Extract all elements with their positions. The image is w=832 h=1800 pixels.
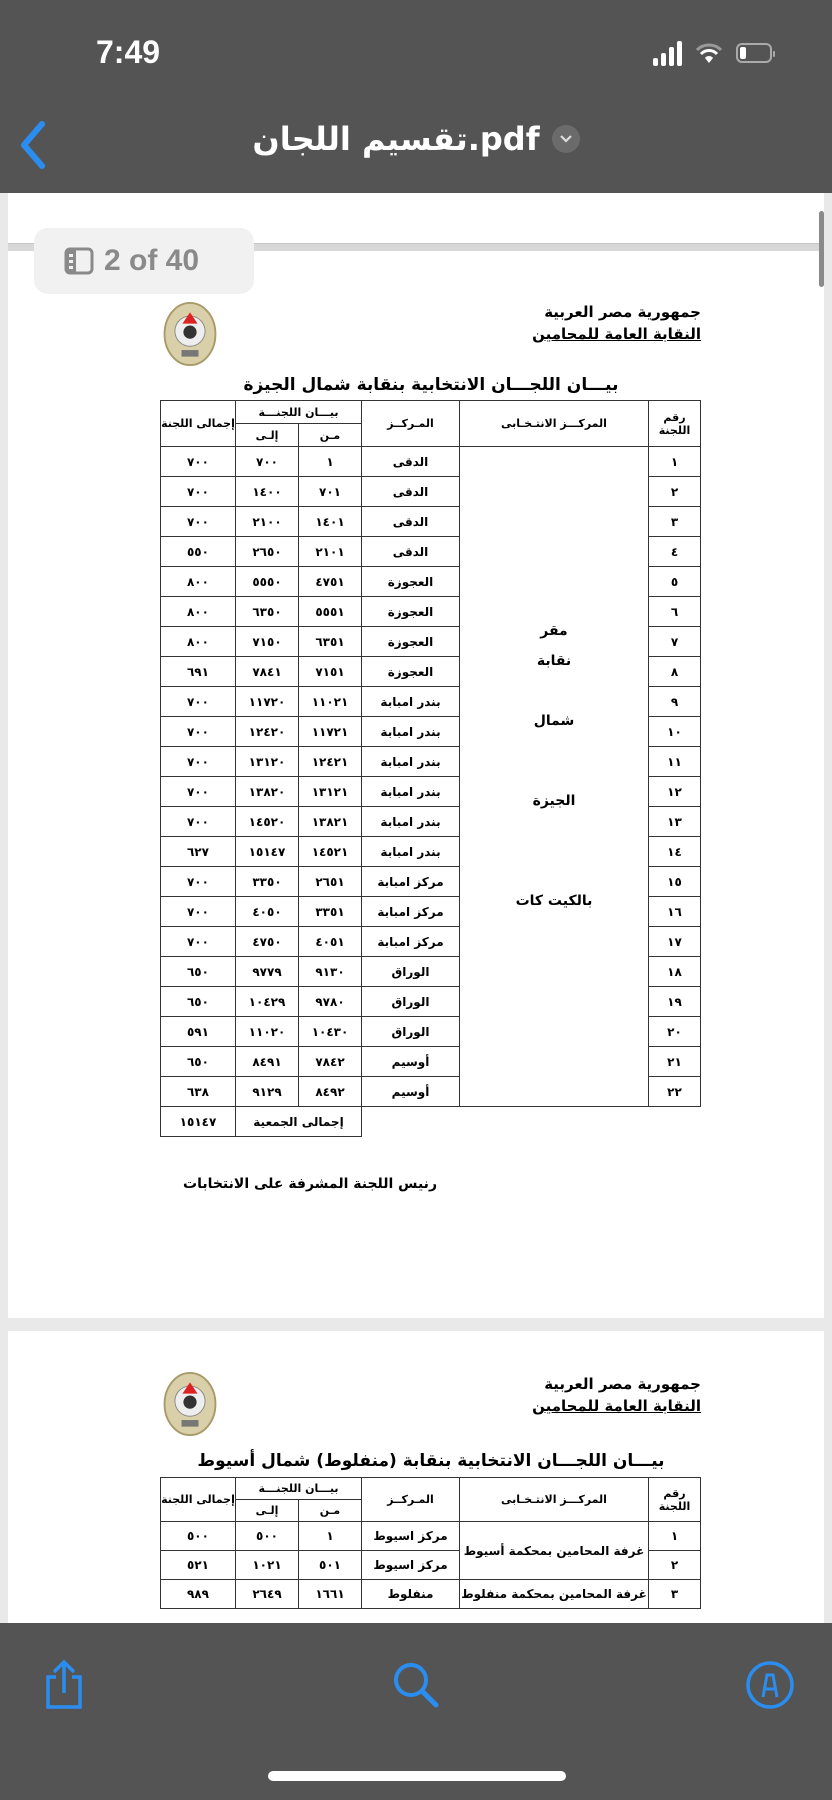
status-icons	[653, 40, 772, 66]
cell-total: ٧٠٠	[160, 477, 235, 507]
cell-to: ١٣١٢٠	[235, 747, 298, 777]
cell-markaz: بندر امبابة	[362, 837, 460, 867]
cell-to: ٧٠٠	[235, 447, 298, 477]
cell-total: ٧٠٠	[160, 807, 235, 837]
cell-from: ١٣١٢١	[299, 777, 362, 807]
cell-total: ٦٣٨	[160, 1077, 235, 1107]
pdf-page-1	[8, 193, 824, 1318]
cell-num: ١٠	[649, 717, 701, 747]
org-line-2: النقابة العامة للمحامين	[532, 325, 701, 343]
cell-to: ٨٤٩١	[235, 1047, 298, 1077]
cell-from: ٤٠٥١	[299, 927, 362, 957]
center-text: بالكيت كات	[515, 893, 593, 909]
cell-markaz: بندر امبابة	[362, 777, 460, 807]
cell-num: ١٣	[649, 807, 701, 837]
cell-to: ١٤٠٠	[235, 477, 298, 507]
cell-num: ٢	[649, 1551, 701, 1580]
cell-from: ١٤٠١	[299, 507, 362, 537]
cell-to: ١٢٤٢٠	[235, 717, 298, 747]
page1-title: بيـــان اللجـــان الانتخابية بنقابة شمال الجيزة	[243, 375, 619, 395]
table-row	[160, 1580, 700, 1609]
cell-total: ٧٠٠	[160, 447, 235, 477]
cell-markaz: بندر امبابة	[362, 747, 460, 777]
cell-markaz: الوراق	[362, 987, 460, 1017]
cell-center: غرفة المحامين بمحكمة منفلوط	[460, 1580, 649, 1609]
cell-total: ٧٠٠	[160, 687, 235, 717]
cell-from: ٧٨٤٢	[299, 1047, 362, 1077]
cell-num: ١٥	[649, 867, 701, 897]
cell-markaz: بندر امبابة	[362, 717, 460, 747]
center-text: الجيزة	[532, 793, 576, 809]
cell-total: ٧٠٠	[160, 777, 235, 807]
battery-icon	[736, 43, 772, 63]
cell-num: ١٤	[649, 837, 701, 867]
cell-from: ١	[299, 1522, 362, 1551]
cell-to: ١٥١٤٧	[235, 837, 298, 867]
cell-markaz: الوراق	[362, 957, 460, 987]
cell-to: ٩١٢٩	[235, 1077, 298, 1107]
cell-to: ٥٠٠	[235, 1522, 298, 1551]
cell-total: ٨٠٠	[160, 627, 235, 657]
header-to: إلـى	[235, 1500, 298, 1522]
document-title[interactable]: تقسيم اللجان.pdf	[252, 120, 540, 158]
chevron-down-icon[interactable]	[552, 125, 580, 153]
cell-total: ٥٩١	[160, 1017, 235, 1047]
cell-markaz: مركز امبابة	[362, 867, 460, 897]
search-icon[interactable]	[390, 1659, 442, 1711]
cell-markaz: الوراق	[362, 1017, 460, 1047]
cell-to: ٩٧٧٩	[235, 957, 298, 987]
grand-total-value: ١٥١٤٧	[160, 1107, 235, 1137]
cell-to: ٧٨٤١	[235, 657, 298, 687]
cell-from: ٧٠١	[299, 477, 362, 507]
cell-markaz: بندر امبابة	[362, 807, 460, 837]
cell-from: ١١٧٢١	[299, 717, 362, 747]
top-bar	[0, 0, 832, 193]
cell-total: ٦٥٠	[160, 957, 235, 987]
cell-from: ٣٣٥١	[299, 897, 362, 927]
cell-to: ١٠٤٢٩	[235, 987, 298, 1017]
cell-from: ٨٤٩٢	[299, 1077, 362, 1107]
cell-num: ٢١	[649, 1047, 701, 1077]
cell-to: ٣٣٥٠	[235, 867, 298, 897]
center-text: نقابة	[536, 653, 572, 669]
cell-from: ١٠٤٣٠	[299, 1017, 362, 1047]
bar-association-logo	[161, 301, 219, 367]
cell-total: ٥٠٠	[160, 1522, 235, 1551]
cell-num: ٣	[649, 507, 701, 537]
cell-num: ١	[649, 447, 701, 477]
cell-markaz: العجوزة	[362, 597, 460, 627]
cell-num: ٨	[649, 657, 701, 687]
cell-num: ٢٠	[649, 1017, 701, 1047]
cell-to: ١٤٥٢٠	[235, 807, 298, 837]
page-indicator[interactable]	[34, 228, 254, 294]
cell-num: ١٩	[649, 987, 701, 1017]
page-indicator-text: 2 of 40	[104, 244, 200, 277]
table-row	[160, 447, 700, 477]
cell-num: ١٦	[649, 897, 701, 927]
cell-num: ٢٢	[649, 1077, 701, 1107]
cell-total: ٦٥٠	[160, 1047, 235, 1077]
cell-from: ١٣٨٢١	[299, 807, 362, 837]
cell-total: ٨٠٠	[160, 567, 235, 597]
org-line-1: جمهورية مصر العربية	[544, 1375, 701, 1393]
cell-total: ٦٩١	[160, 657, 235, 687]
cell-total: ٨٠٠	[160, 597, 235, 627]
cell-to: ٢١٠٠	[235, 507, 298, 537]
cell-total: ٧٠٠	[160, 927, 235, 957]
grand-total-row	[160, 1107, 700, 1137]
header-center: المركـــز الانتـخـابى	[460, 401, 649, 447]
cell-to: ٦٣٥٠	[235, 597, 298, 627]
cell-total: ٧٠٠	[160, 507, 235, 537]
cell-to: ٢٦٥٠	[235, 537, 298, 567]
cell-total: ٧٠٠	[160, 867, 235, 897]
cell-markaz: أوسيم	[362, 1077, 460, 1107]
cell-from: ١	[299, 447, 362, 477]
cell-markaz: الدقى	[362, 537, 460, 567]
cell-to: ١١٠٢٠	[235, 1017, 298, 1047]
cell-total: ٧٠٠	[160, 747, 235, 777]
cell-num: ٩	[649, 687, 701, 717]
cellular-signal-icon	[653, 40, 682, 66]
page2-title: بيـــان اللجـــان الانتخابية بنقابة (منفلوط) شمال أسيوط	[197, 1451, 665, 1471]
signature-line: رنيس اللجنة المشرفة على الانتخابات	[183, 1176, 438, 1192]
cell-to: ٧١٥٠	[235, 627, 298, 657]
header-num: رقم اللجنة	[649, 1478, 701, 1522]
cell-to: ٢٦٤٩	[235, 1580, 298, 1609]
scrollbar[interactable]	[819, 211, 824, 287]
grand-total-label: إجمالى الجمعية	[235, 1107, 361, 1137]
cell-num: ١٧	[649, 927, 701, 957]
table-row	[160, 1522, 700, 1551]
header-center: المركـــز الانتـخـابى	[460, 1478, 649, 1522]
cell-markaz: العجوزة	[362, 567, 460, 597]
header-from: مـن	[299, 1500, 362, 1522]
cell-total: ٦٥٠	[160, 987, 235, 1017]
cell-center	[460, 447, 649, 1107]
cell-markaz: مركز اسيوط	[362, 1551, 460, 1580]
cell-from: ٦٣٥١	[299, 627, 362, 657]
center-text: شمال	[533, 713, 575, 729]
cell-markaz: مركز اسيوط	[362, 1522, 460, 1551]
cell-from: ٢١٠١	[299, 537, 362, 567]
committees-table	[160, 400, 701, 1137]
header-total: إجمالى اللجنة	[160, 401, 235, 447]
header-range: بيـــان اللجنـــة	[235, 1478, 361, 1500]
cell-from: ١٦٦١	[299, 1580, 362, 1609]
cell-total: ٥٥٠	[160, 537, 235, 567]
cell-from: ٩٧٨٠	[299, 987, 362, 1017]
cell-total: ٥٢١	[160, 1551, 235, 1580]
cell-num: ٥	[649, 567, 701, 597]
committees-table-2	[160, 1477, 701, 1609]
cell-num: ٢	[649, 477, 701, 507]
cell-from: ٢٦٥١	[299, 867, 362, 897]
cell-markaz: الدقى	[362, 507, 460, 537]
header-total: إجمالى اللجنة	[160, 1478, 235, 1522]
cell-markaz: أوسيم	[362, 1047, 460, 1077]
header-range: بيـــان اللجنـــة	[235, 401, 361, 424]
org-line-1: جمهورية مصر العربية	[544, 303, 701, 321]
cell-num: ٣	[649, 1580, 701, 1609]
markup-icon[interactable]	[744, 1659, 796, 1711]
cell-to: ٥٥٥٠	[235, 567, 298, 597]
cell-num: ١١	[649, 747, 701, 777]
status-time: 7:49	[96, 34, 161, 70]
center-text: مقر	[540, 623, 568, 639]
cell-markaz: مركز امبابة	[362, 897, 460, 927]
cell-total: ٦٢٧	[160, 837, 235, 867]
cell-from: ٥٥٥١	[299, 597, 362, 627]
cell-markaz: بندر امبابة	[362, 687, 460, 717]
share-icon[interactable]	[38, 1659, 90, 1711]
pdf-page-2	[8, 1331, 824, 1623]
header-num: رقم اللجنة	[649, 401, 701, 447]
cell-num: ٦	[649, 597, 701, 627]
header-from: مـن	[299, 424, 362, 447]
bar-association-logo	[161, 1371, 219, 1437]
cell-from: ٧١٥١	[299, 657, 362, 687]
wifi-icon	[696, 42, 722, 64]
cell-markaz: الدقى	[362, 477, 460, 507]
cell-center: غرفة المحامين بمحكمة أسيوط	[460, 1522, 649, 1580]
cell-markaz: الدقى	[362, 447, 460, 477]
cell-to: ٤٠٥٠	[235, 897, 298, 927]
cell-from: ٩١٣٠	[299, 957, 362, 987]
cell-total: ٩٨٩	[160, 1580, 235, 1609]
cell-to: ١٣٨٢٠	[235, 777, 298, 807]
cell-to: ١٠٢١	[235, 1551, 298, 1580]
home-indicator[interactable]	[268, 1771, 566, 1781]
cell-from: ١١٠٢١	[299, 687, 362, 717]
cell-from: ٥٠١	[299, 1551, 362, 1580]
cell-markaz: منفلوط	[362, 1580, 460, 1609]
header-to: إلـى	[235, 424, 298, 447]
cell-from: ٤٧٥١	[299, 567, 362, 597]
cell-num: ٧	[649, 627, 701, 657]
sidebar-icon	[64, 247, 94, 275]
header-markaz: المـركــز	[362, 401, 460, 447]
cell-total: ٧٠٠	[160, 717, 235, 747]
cell-to: ٤٧٥٠	[235, 927, 298, 957]
cell-num: ١٨	[649, 957, 701, 987]
cell-from: ١٤٥٢١	[299, 837, 362, 867]
cell-to: ١١٧٢٠	[235, 687, 298, 717]
cell-num: ٤	[649, 537, 701, 567]
header-markaz: المـركــز	[362, 1478, 460, 1522]
cell-num: ١	[649, 1522, 701, 1551]
cell-from: ١٢٤٢١	[299, 747, 362, 777]
cell-markaz: العجوزة	[362, 627, 460, 657]
cell-num: ١٢	[649, 777, 701, 807]
cell-markaz: العجوزة	[362, 657, 460, 687]
cell-total: ٧٠٠	[160, 897, 235, 927]
cell-markaz: مركز امبابة	[362, 927, 460, 957]
org-line-2: النقابة العامة للمحامين	[532, 1397, 701, 1415]
